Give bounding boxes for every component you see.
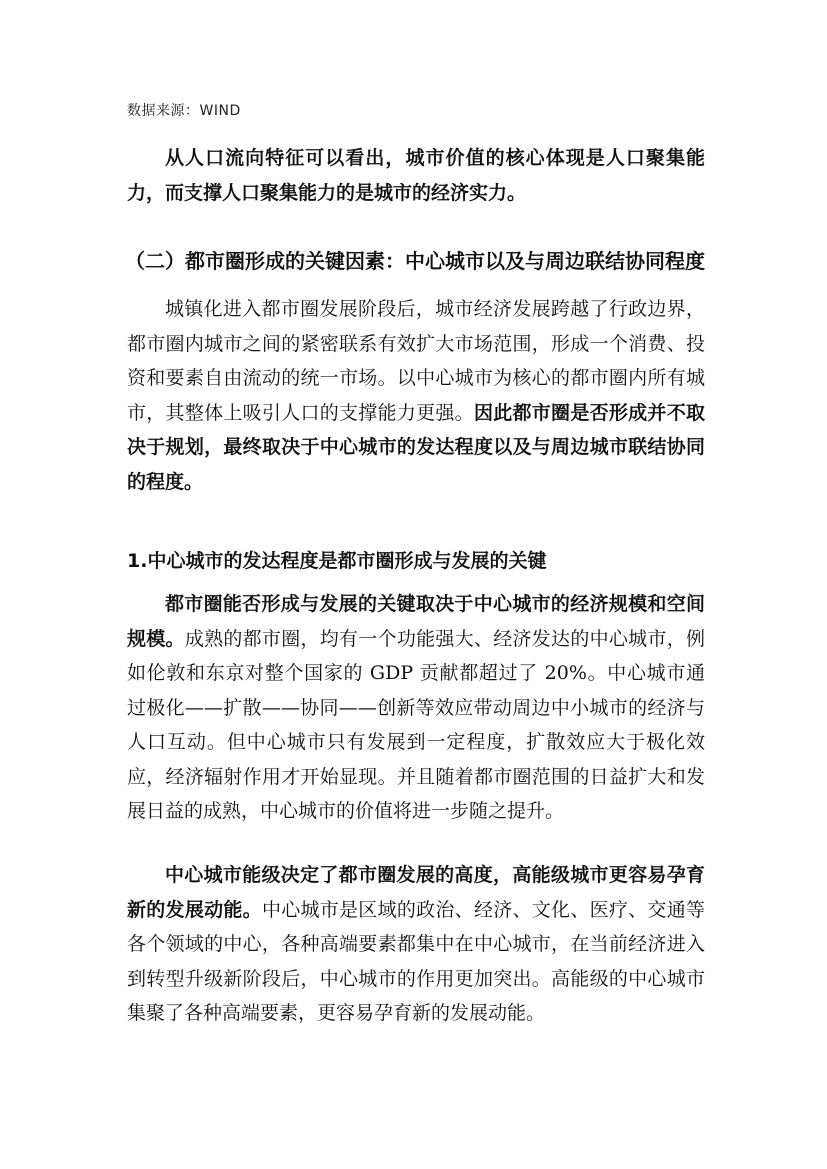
subsection-heading: 1.中心城市的发达程度是都市圈形成与发展的关键: [127, 550, 547, 572]
paragraph-energy-level: [127, 858, 705, 1031]
paragraph-key-factor: [127, 587, 705, 829]
paragraph-key-factor-emphasis: 都市圈能否形成与发展的关键取决于中心城市的经济规模和空间规模。: [127, 593, 705, 650]
paragraph-intro-text: 城镇化进入都市圈发展阶段后，城市经济发展跨越了行政边界，都市圈内城市之间的紧密联系有效扩大市场范围，形成一个消费、投资和要素自由流动的统一市场。以中心城市为核心的都市圈内所有城市，其整体上吸引人口的支撑能力更强。: [127, 298, 705, 424]
section-heading: （二）都市圈形成的关键因素：中心城市以及与周边联结协同程度: [125, 249, 705, 273]
paragraph-energy-level-emphasis: 中心城市能级决定了都市圈发展的高度，高能级城市更容易孕育新的发展动能。: [127, 864, 705, 921]
paragraph-energy-level-text: 中心城市是区域的政治、经济、文化、医疗、交通等各个领域的中心，各种高端要素都集中在中心城市，在当前经济进入到转型升级新阶段后，中心城市的作用更加突出。高能级的中心城市集聚了各种高端要素，更容易孕育新的发展动能。: [127, 898, 705, 1024]
data-source-note: 数据来源：WIND: [127, 103, 241, 119]
paragraph-key-factor-text: 成熟的都市圈，均有一个功能强大、经济发达的中心城市，例如伦敦和东京对整个国家的 GDP 贡献都超过了 20%。中心城市通过极化——扩散——协同——创新等效应带动周边中小城市的经济与人口互动。但中心城市只有发展到一定程度，扩散效应大于极化效应，经济辐射作用才开始显现。并且随着都市圈范围的日益扩大和发展日益的成熟，中心城市的价值将进一步随之提升。: [127, 627, 705, 822]
paragraph-core-value: 从人口流向特征可以看出，城市价值的核心体现是人口聚集能力，而支撑人口聚集能力的是城市的经济实力。: [127, 147, 705, 204]
paragraph-intro-emphasis: 因此都市圈是否形成并不取决于规划，最终取决于中心城市的发达程度以及与周边城市联结协同的程度。: [127, 401, 705, 493]
paragraph-intro: [127, 292, 705, 499]
